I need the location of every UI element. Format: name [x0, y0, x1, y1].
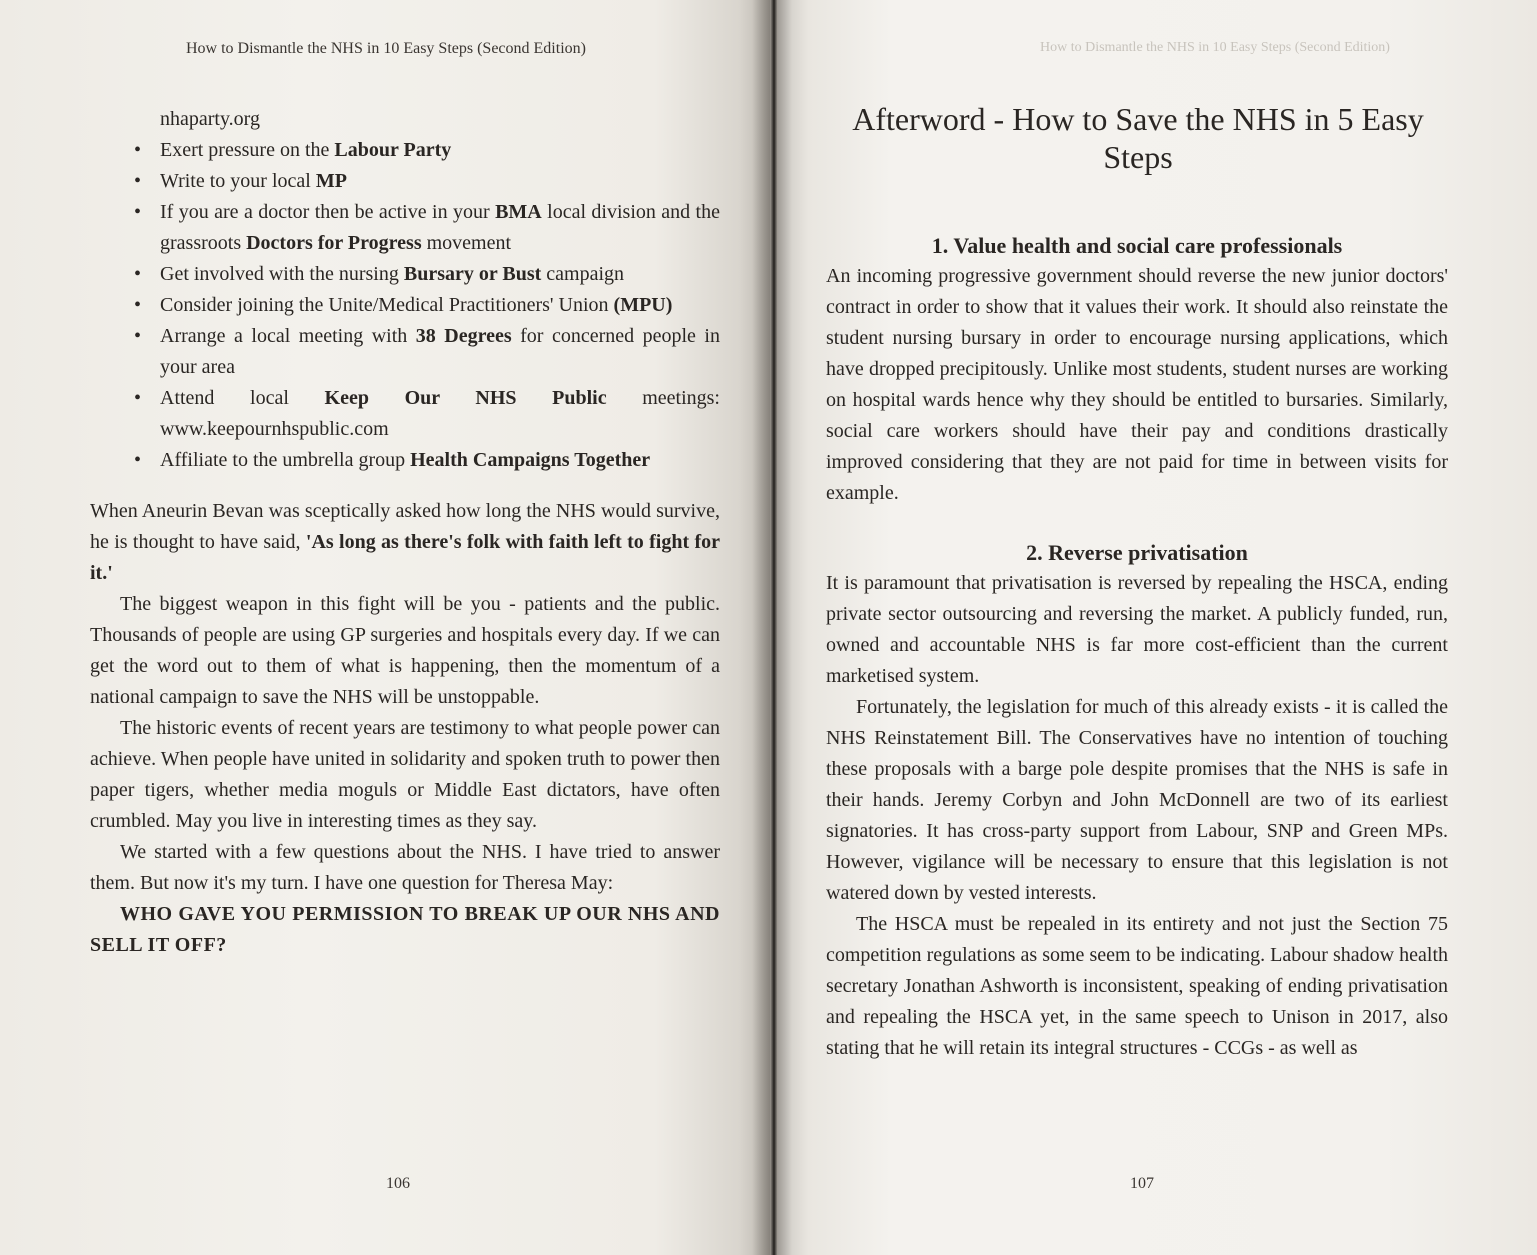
- paragraph-historic: The historic events of recent years are testimony to what people power can achieve. When people have united in solidarity and spoken truth to power then paper tigers, whether media moguls or Middle East dictators, have often crumbled. May you live in interesting times as they say.: [90, 717, 720, 832]
- page-number-left: 106: [386, 1175, 410, 1192]
- chapter-title: Afterword - How to Save the NHS in 5 Easy Steps: [852, 101, 1424, 175]
- closing-question: WHO GAVE YOU PERMISSION TO BREAK UP OUR NHS AND SELL IT OFF?: [90, 903, 720, 956]
- section-2-paragraph-1: It is paramount that privatisation is reversed by repealing the HSCA, ending private sector outsourcing and reversing the market. A publicly funded, run, owned and accountable NHS is far more cost-efficient than the current marketised system.: [826, 572, 1448, 687]
- list-item: • Arrange a local meeting with 38 Degrees for concerned people in your area: [90, 321, 720, 383]
- continued-line: nhaparty.org: [160, 108, 260, 130]
- left-page-body: [90, 104, 720, 961]
- paragraph-bevan: When Aneurin Bevan was sceptically asked how long the NHS would survive, he is thought to have said, 'As long as there's folk with faith left to fight for it.': [90, 500, 720, 584]
- section-2-paragraph-2: Fortunately, the legislation for much of this already exists - it is called the NHS Reinstatement Bill. The Conservatives have no intention of touching these proposals with a barge pole despite promises that the NHS is safe in their hands. Jeremy Corbyn and John McDonnell are two of its earliest signatories. It has cross-party support from Labour, SNP and Green MPs. However, vigilance will be necessary to ensure that this legislation is not watered down by vested interests.: [826, 696, 1448, 904]
- list-item: • Consider joining the Unite/Medical Practitioners' Union (MPU): [90, 290, 720, 321]
- list-item: • Exert pressure on the Labour Party: [90, 135, 720, 166]
- book-gutter: [752, 0, 792, 1255]
- paragraph-weapon: The biggest weapon in this fight will be you - patients and the public. Thousands of people are using GP surgeries and hospitals every day. If we can get the word out to them of what is happening, then the momentum of a national campaign to save the NHS will be unstoppable.: [90, 593, 720, 708]
- bevan-quote: 'As long as there's folk with faith left to fight for it.': [90, 531, 720, 584]
- list-item: • Write to your local MP: [90, 166, 720, 197]
- page-number-right: 107: [1130, 1175, 1154, 1192]
- list-item: • Attend local Keep Our NHS Public meetings: www.keepournhspublic.com: [90, 383, 720, 445]
- list-item: • If you are a doctor then be active in your BMA local division and the grassroots Doctors for Progress movement: [90, 197, 720, 259]
- right-page-body: [826, 230, 1448, 1064]
- section-heading-1: 1. Value health and social care professionals: [931, 233, 1343, 258]
- paragraph-questions: We started with a few questions about the NHS. I have tried to answer them. But now it's my turn. I have one question for Theresa May:: [90, 841, 720, 894]
- section-2-paragraph-3: The HSCA must be repealed in its entirety and not just the Section 75 competition regulations as some seem to be indicating. Labour shadow health secretary Jonathan Ashworth is inconsistent, speaking of ending privatisation and repealing the HSCA yet, in the same speech to Unison in 2017, also stating that he will retain its integral structures - CCGs - as well as: [826, 913, 1448, 1059]
- running-header-right: How to Dismantle the NHS in 10 Easy Steps (Second Edition): [1040, 40, 1390, 55]
- section-heading-2: 2. Reverse privatisation: [1026, 540, 1248, 565]
- running-header-left: How to Dismantle the NHS in 10 Easy Steps (Second Edition): [186, 40, 586, 57]
- list-item: • Affiliate to the umbrella group Health Campaigns Together: [90, 445, 720, 476]
- action-list: [90, 135, 720, 476]
- list-item: • Get involved with the nursing Bursary or Bust campaign: [90, 259, 720, 290]
- section-1-paragraph: An incoming progressive government should reverse the new junior doctors' contract in order to show that it values their work. It should also reinstate the student nursing bursary in order to encourage nursing applications, which have dropped precipitously. Unlike most students, student nurses are working on hospital wards hence why they should be entitled to bursaries. Similarly, social care workers should have their pay and conditions drastically improved considering that they are not paid for time in between visits for example.: [826, 265, 1448, 504]
